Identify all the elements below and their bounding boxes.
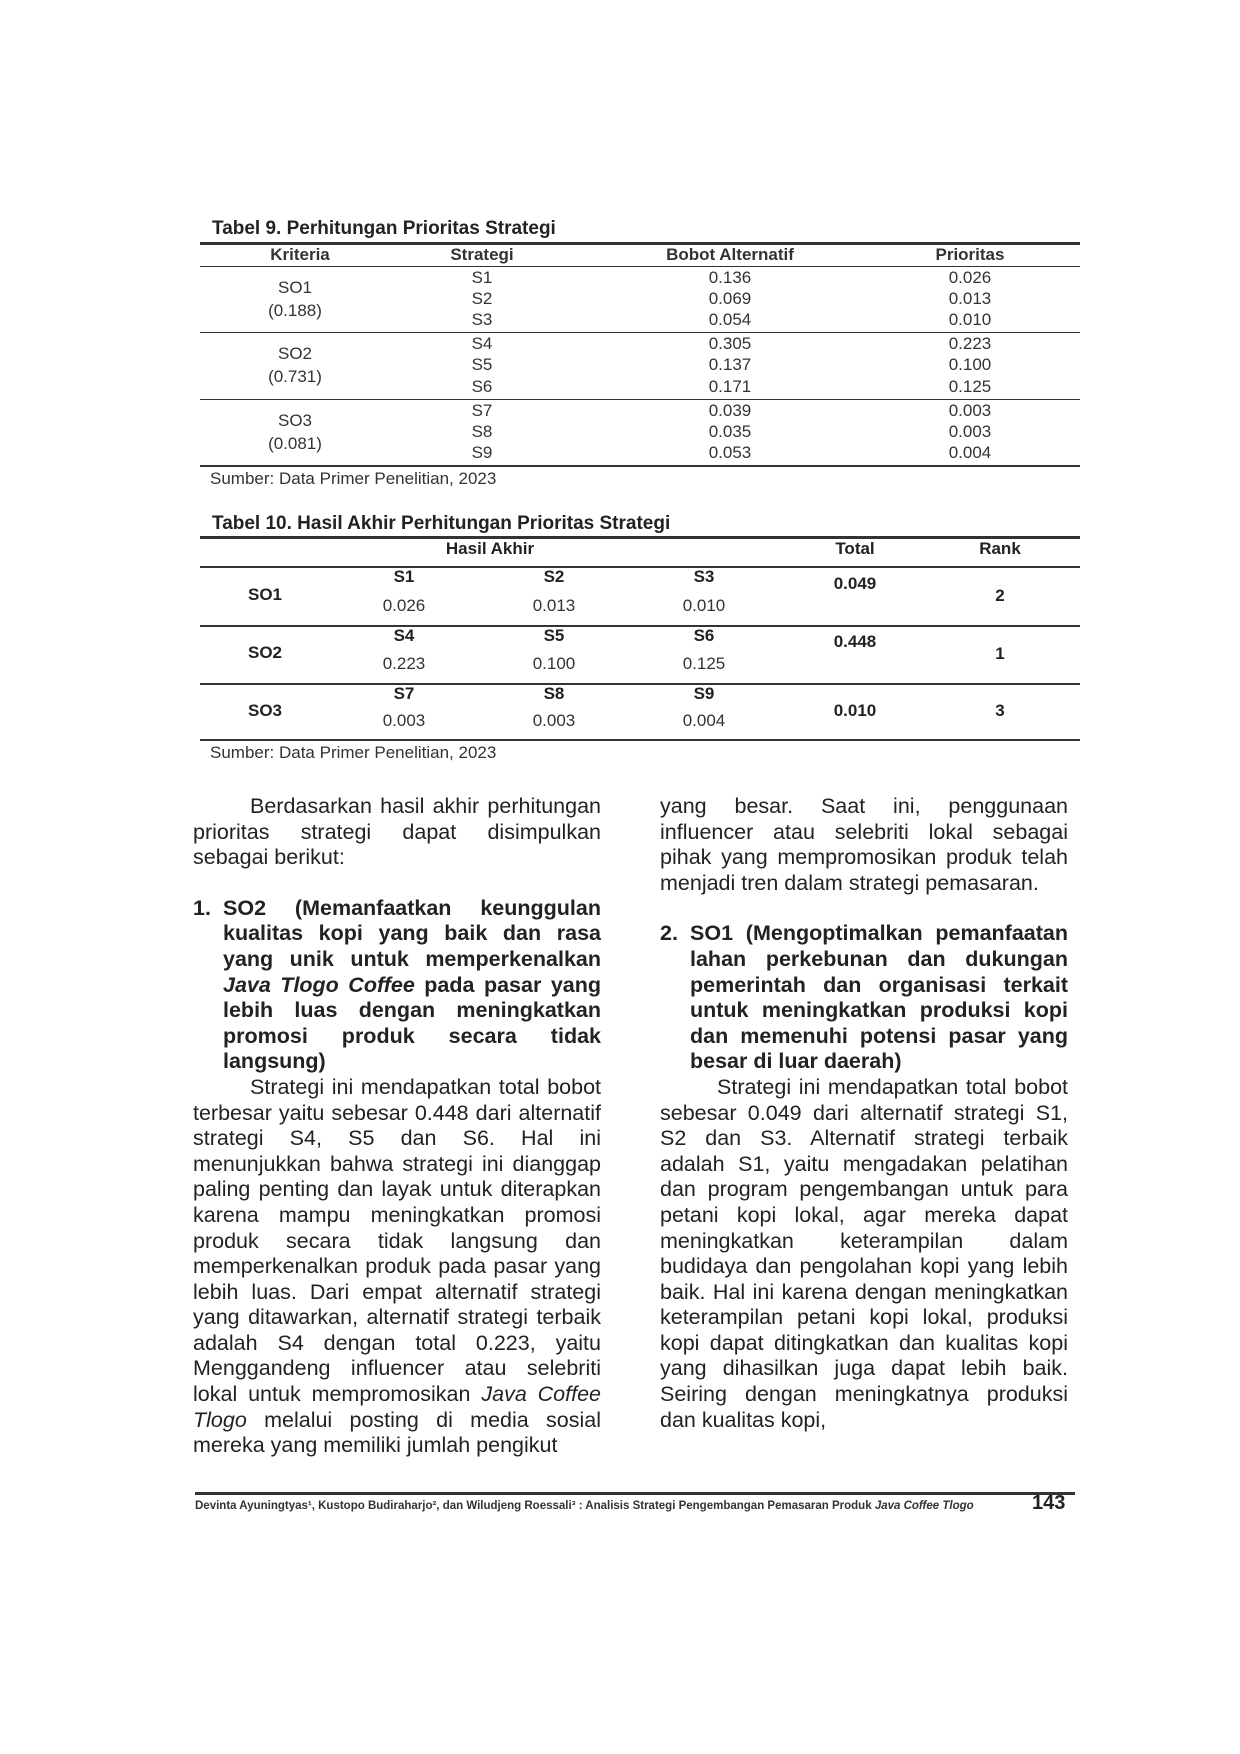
item1-heading-text-cont: pada pasar yang lebih luas dengan meningkatkan promosi produk secara tidak langsung) [223, 972, 601, 1074]
item2-heading-text: SO1 (Mengoptimalkan pemanfaatan lahan perkebunan dan dukungan pemerintah dan organisasi terkait untuk meningkatkan produksi kopi dan memenuhi potensi pasar yang besar di luar daerah) [690, 921, 1068, 1074]
item-number: 2. [660, 921, 678, 946]
item1-paragraph-text: Strategi ini mendapatkan total bobot terbesar yaitu sebesar 0.448 dari alternatif strategi S4, S5 dan S6. Hal ini menunjukkan bahwa strategi ini dianggap paling penting dan layak untuk diterapkan karena mampu meningkatkan promosi produk secara tidak langsung dan memperkenalkan produk pada pasar yang lebih luas. Dari empat alternatif strategi yang ditawarkan, alternatif strategi terbaik adalah S4 dengan total 0.223, yaitu Menggandeng influencer atau selebriti lokal untuk mempromosikan [193, 1074, 601, 1407]
table10-row-name: SO2 [247, 643, 283, 662]
footer-rule [195, 1492, 1075, 1495]
item1-heading-text: SO2 (Memanfaatkan keunggulan kualitas kopi yang baik dan rasa yang unik untuk memperkenalkan [223, 895, 601, 971]
table9-header-kriteria: Kriteria [270, 245, 330, 264]
table9-prioritas: 0.223 [948, 334, 992, 353]
footer-product-title: Java Coffee Tlogo [874, 1500, 974, 1512]
table9-bobot: 0.171 [708, 377, 752, 396]
table10-header-total: Total [835, 539, 875, 558]
table9-group-name: SO3 [277, 411, 313, 430]
table10-strategy-label: S8 [543, 684, 565, 703]
table9-group-rule [200, 399, 1080, 400]
body-left-column [193, 794, 601, 1459]
table9-strategi: S1 [471, 268, 493, 287]
item1-paragraph-brand: Java Coffee Tlogo [193, 1382, 601, 1432]
table9-strategi: S9 [471, 443, 493, 462]
table10-strategy-label: S4 [393, 626, 415, 645]
table9-bobot: 0.053 [708, 443, 752, 462]
table10-rank: 1 [995, 644, 1005, 663]
table9-strategi: S8 [471, 422, 493, 441]
table10-row-rule [200, 683, 1080, 685]
table10-strategy-label: S3 [693, 567, 715, 586]
table9-strategi: S2 [471, 289, 493, 308]
table9-header-bobot: Bobot Alternatif [666, 245, 794, 264]
table10-strategy-value: 0.026 [382, 596, 426, 615]
item1-heading-brand: Java Tlogo Coffee [223, 972, 415, 997]
table9-prioritas: 0.125 [948, 377, 992, 396]
table9-header-rule [200, 266, 1080, 267]
table10-strategy-label: S1 [393, 567, 415, 586]
table9-bobot: 0.305 [708, 334, 752, 353]
table10-strategy-label: S6 [693, 626, 715, 645]
table9-prioritas: 0.004 [948, 443, 992, 462]
item1-paragraph [193, 1075, 601, 1459]
table10-strategy-label: S2 [543, 567, 565, 586]
table10-source: Sumber: Data Primer Penelitian, 2023 [210, 743, 497, 762]
table10-strategy-value: 0.125 [682, 654, 726, 673]
table9-header-prioritas: Prioritas [935, 245, 1005, 264]
table9-strategi: S6 [471, 377, 493, 396]
table9-bobot: 0.035 [708, 422, 752, 441]
table10-rank: 3 [995, 701, 1005, 720]
table9-strategi: S7 [471, 401, 493, 420]
conclusion-item-2-heading [660, 921, 1068, 1075]
table10-caption: Tabel 10. Hasil Akhir Perhitungan Prioritas Strategi [212, 513, 671, 534]
table9-source: Sumber: Data Primer Penelitian, 2023 [210, 469, 497, 488]
table9-bottom-rule [200, 465, 1080, 467]
table9-bobot: 0.136 [708, 268, 752, 287]
conclusion-item-1-heading [193, 896, 601, 1075]
table10-top-rule [200, 536, 1080, 539]
table10-strategy-value: 0.010 [682, 596, 726, 615]
table10-row-name: SO1 [247, 585, 283, 604]
item2-paragraph: Strategi ini mendapatkan total bobot sebesar 0.049 dari alternatif strategi S1, S2 dan S3. Alternatif strategi terbaik adalah S1, yaitu mengadakan pelatihan dan program pengembangan untuk para petani kopi lokal, agar mereka dapat meningkatkan keterampilan dalam budidaya dan pengolahan kopi yang lebih baik. Hal ini karena dengan meningkatkan keterampilan petani kopi lokal, produksi kopi dapat ditingkatkan dan kualitas kopi yang dihasilkan juga dapat lebih baik. Seiring dengan meningkatnya produksi dan kualitas kopi, [660, 1074, 1068, 1432]
table10-strategy-value: 0.004 [682, 711, 726, 730]
table9-group-name: SO2 [277, 344, 313, 363]
table10-header-rank: Rank [979, 539, 1021, 558]
body-right-column [660, 794, 1068, 1433]
table10-strategy-value: 0.013 [532, 596, 576, 615]
table10-strategy-label: S9 [693, 684, 715, 703]
table9-group-weight: (0.731) [268, 367, 322, 386]
table9-group-weight: (0.188) [268, 301, 322, 320]
table10-bottom-rule [200, 739, 1080, 741]
table10-row-name: SO3 [247, 701, 283, 720]
table10-total: 0.010 [833, 701, 877, 720]
item1-paragraph-text-cont: melalui posting di media sosial mereka yang memiliki jumlah pengikut [193, 1407, 601, 1458]
table9-prioritas: 0.100 [948, 355, 992, 374]
footer-citation [195, 1500, 974, 1512]
table10-strategy-value: 0.223 [382, 654, 426, 673]
table10-strategy-value: 0.100 [532, 654, 576, 673]
table9-prioritas: 0.026 [948, 268, 992, 287]
table9-bobot: 0.069 [708, 289, 752, 308]
table9-strategi: S5 [471, 355, 493, 374]
table10-strategy-label: S5 [543, 626, 565, 645]
table9-bobot: 0.137 [708, 355, 752, 374]
table9-group-rule [200, 332, 1080, 333]
page-number: 143 [1032, 1492, 1066, 1514]
table10-header-hasil: Hasil Akhir [445, 539, 535, 558]
item1-paragraph-text-overflow: yang besar. Saat ini, penggunaan influencer atau selebriti lokal sebagai pihak yang mempromosikan produk telah menjadi tren dalam strategi pemasaran. [660, 794, 1068, 895]
table9-bobot: 0.039 [708, 401, 752, 420]
table10-rank: 2 [995, 586, 1005, 605]
table10-total: 0.049 [833, 574, 877, 593]
table10-header-rule [200, 566, 1080, 568]
table10-row-rule [200, 625, 1080, 627]
footer-authors: Devinta Ayuningtyas¹, Kustopo Budiraharjo², dan Wiludjeng Roessali³ : Analisis Strategi Pengembangan Pemasaran Produk [195, 1500, 875, 1512]
table9-prioritas: 0.013 [948, 289, 992, 308]
table10-strategy-value: 0.003 [532, 711, 576, 730]
table9-prioritas: 0.010 [948, 310, 992, 329]
table9-group-weight: (0.081) [268, 434, 322, 453]
table9-caption: Tabel 9. Perhitungan Prioritas Strategi [212, 218, 556, 239]
table9-header-strategi: Strategi [450, 245, 514, 264]
intro-paragraph: Berdasarkan hasil akhir perhitungan prioritas strategi dapat disimpulkan sebagai berikut: [193, 794, 601, 870]
item1-paragraph-continued [660, 794, 1068, 896]
table10-strategy-value: 0.003 [382, 711, 426, 730]
table10-total: 0.448 [833, 632, 877, 651]
table9-prioritas: 0.003 [948, 401, 992, 420]
table9-bobot: 0.054 [708, 310, 752, 329]
table9-strategi: S4 [471, 334, 493, 353]
table9-group-name: SO1 [277, 278, 313, 297]
table9-strategi: S3 [471, 310, 493, 329]
table9-prioritas: 0.003 [948, 422, 992, 441]
item-number: 1. [193, 895, 211, 920]
table10-strategy-label: S7 [393, 684, 415, 703]
